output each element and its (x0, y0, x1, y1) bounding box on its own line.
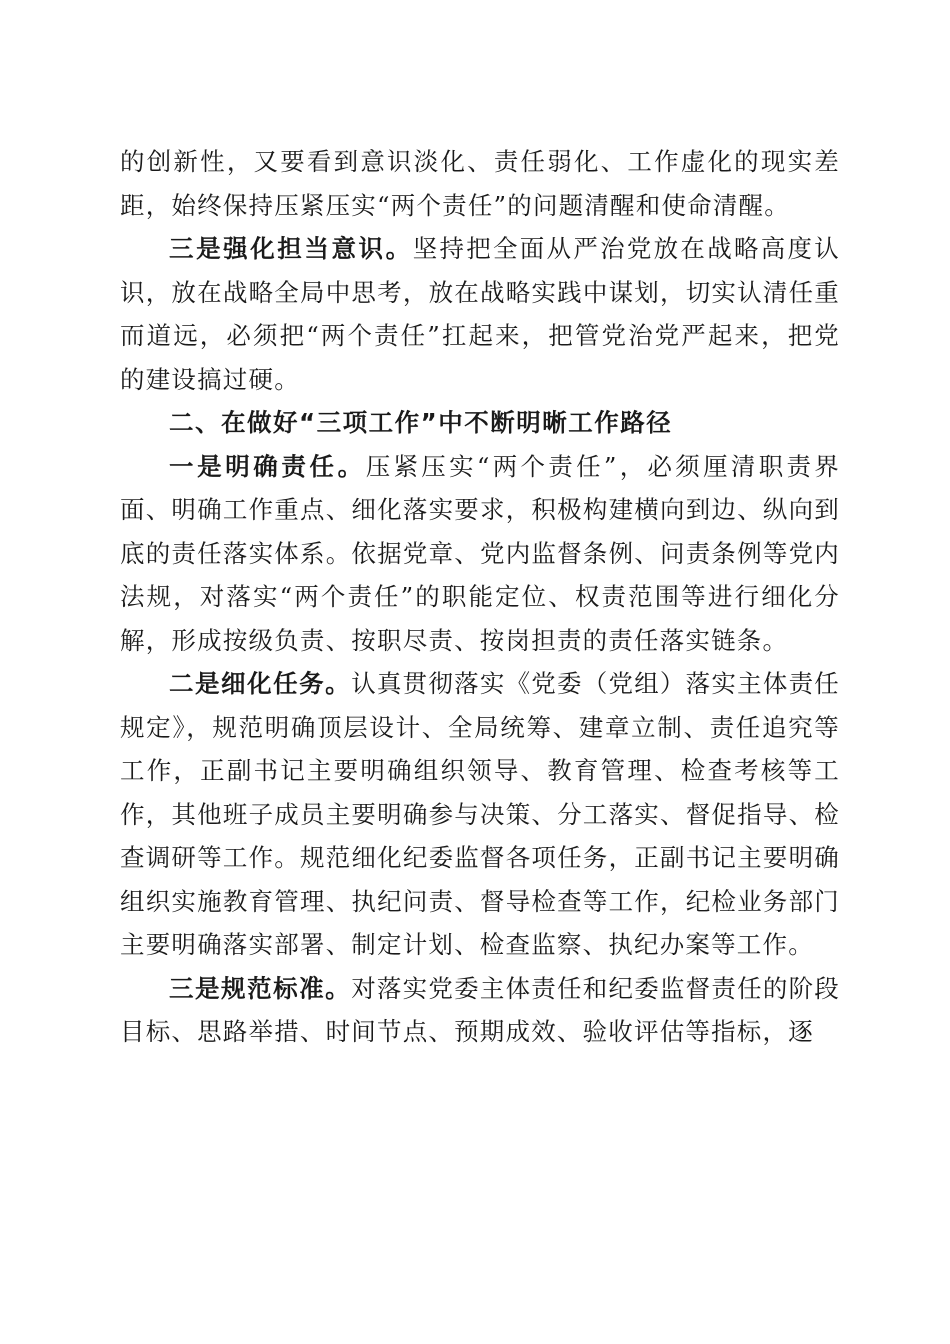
paragraph-lead: 三是规范标准。 (169, 973, 352, 1003)
paragraph-text: 对落实党委主体责任和纪委监督责任的阶段目标、思路举措、时间节点、预期成效、验收评估等指标，逐 (120, 973, 840, 1046)
paragraph-strengthen-responsibility (120, 227, 840, 401)
paragraph-continuation (120, 140, 840, 227)
document-page (120, 140, 840, 1054)
paragraph-lead: 一是明确责任。 (169, 451, 366, 481)
paragraph-lead: 二是细化任务。 (169, 669, 352, 698)
paragraph-text: 压紧压实“两个责任”，必须厘清职责界面、明确工作重点、细化落实要求，积极构建横向到边、纵向到底的责任落实体系。依据党章、党内监督条例、问责条例等党内法规，对落实“两个责任”的职能定位、权责范围等进行细化分解，形成按级负责、按职尽责、按岗担责的责任落实链条。 (120, 451, 840, 655)
section-heading: 二、在做好“三项工作”中不断明晰工作路径 (169, 408, 673, 437)
paragraph-standardize (120, 967, 840, 1054)
paragraph-clarify-responsibility (120, 445, 840, 663)
paragraph-text: 的创新性，又要看到意识淡化、责任弱化、工作虚化的现实差距，始终保持压紧压实“两个责任”的问题清醒和使命清醒。 (120, 147, 840, 220)
paragraph-text: 认真贯彻落实《党委（党组）落实主体责任规定》，规范明确顶层设计、全局统筹、建章立制、责任追究等工作，正副书记主要明确组织领导、教育管理、检查考核等工作，其他班子成员主要明确参与决策、分工落实、督促指导、检查调研等工作。规范细化纪委监督各项任务，正副书记主要明确组织实施教育管理、执纪问责、督导检查等工作，纪检业务部门主要明确落实部署、制定计划、检查监察、执纪办案等工作。 (120, 669, 840, 959)
paragraph-lead: 三是强化担当意识。 (169, 234, 413, 263)
paragraph-text: 坚持把全面从严治党放在战略高度认识，放在战略全局中思考，放在战略实践中谋划，切实认清任重而道远，必须把“两个责任”扛起来，把管党治党严起来，把党的建设搞过硬。 (120, 234, 841, 394)
paragraph-refine-tasks (120, 662, 840, 967)
